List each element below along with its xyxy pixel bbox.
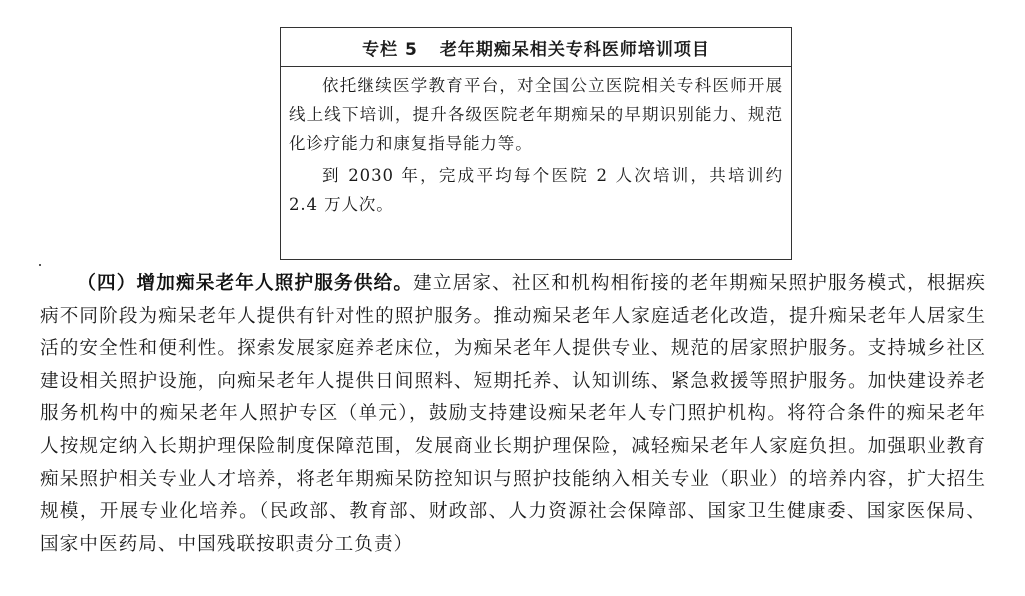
section-paragraph — [40, 268, 986, 561]
column-box — [280, 27, 792, 260]
section-four — [40, 268, 986, 561]
column-label: 专栏 5 — [362, 39, 418, 60]
column-paragraph-1: 依托继续医学教育平台，对全国公立医院相关专科医师开展线上线下培训，提升各级医院老年期痴呆的早期识别能力、规范化诊疗能力和康复指导能力等。 — [289, 76, 783, 153]
section-body: 建立居家、社区和机构相衔接的老年期痴呆照护服务模式，根据疾病不同阶段为痴呆老年人提供有针对性的照护服务。推动痴呆老年人家庭适老化改造，提升痴呆老年人居家生活的安全性和便利性。探索发展家庭养老床位，为痴呆老年人提供专业、规范的居家照护服务。支持城乡社区建设相关照护设施，向痴呆老年人提供日间照料、短期托养、认知训练、紧急救援等照护服务。加快建设养老服务机构中的痴呆老年人照护专区（单元），鼓励支持建设痴呆老年人专门照护机构。将符合条件的痴呆老年人按规定纳入长期护理保险制度保障范围，发展商业长期护理保险，减轻痴呆老年人家庭负担。加强职业教育痴呆照护相关专业人才培养，将老年期痴呆防控知识与照护技能纳入相关专业（职业）的培养内容，扩大招生规模，开展专业化培养。（民政部、教育部、财政部、人力资源社会保障部、国家卫生健康委、国家医保局、国家中医药局、中国残联按职责分工负责） — [40, 273, 986, 555]
column-paragraph-2: 到 2030 年，完成平均每个医院 2 人次培训，共培训约 2.4 万人次。 — [289, 166, 783, 214]
column-title: 老年期痴呆相关专科医师培训项目 — [439, 39, 710, 60]
section-heading: （四）增加痴呆老年人照护服务供给。 — [77, 273, 414, 294]
column-box-body — [281, 67, 791, 219]
column-box-title — [281, 28, 791, 67]
stray-dot — [39, 264, 41, 266]
